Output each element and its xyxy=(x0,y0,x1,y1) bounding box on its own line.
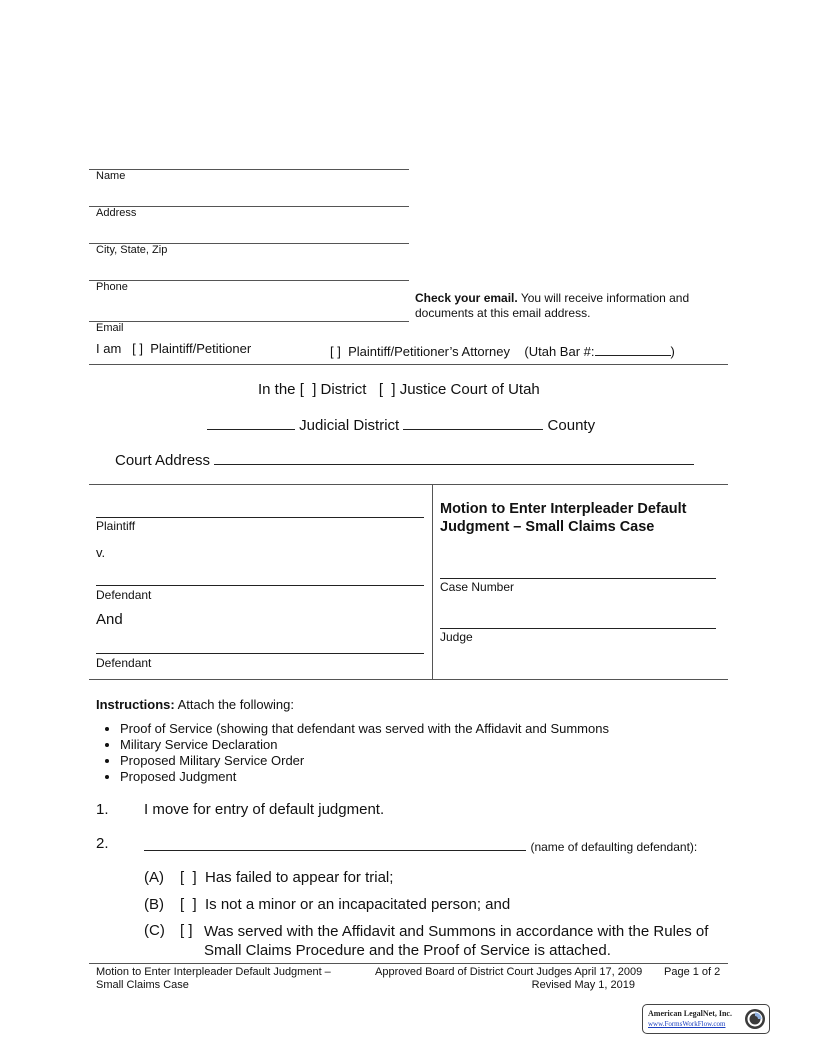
plaintiff-checkbox[interactable]: [ ] xyxy=(132,341,143,356)
caption-bottom-border xyxy=(89,679,728,680)
district-county-line xyxy=(207,415,595,434)
paragraph-2-line xyxy=(144,835,697,856)
email-note xyxy=(415,291,705,321)
defendant1-field[interactable] xyxy=(96,585,424,586)
item-a-text: [ ] Has failed to appear for trial; xyxy=(180,869,394,886)
logo-name: American LegalNet, Inc. xyxy=(648,1009,732,1018)
attorney-row xyxy=(330,341,675,359)
judge-label: Judge xyxy=(440,630,473,644)
county-field[interactable] xyxy=(403,415,543,430)
footer-approved: Approved Board of District Court Judges April 17, 2009 xyxy=(375,966,643,978)
email-note-text: You will receive information and documents at this email address. xyxy=(415,291,690,320)
globe-icon xyxy=(743,1007,767,1031)
email-line xyxy=(89,321,409,322)
americanlegalnet-logo[interactable] xyxy=(642,1004,770,1034)
district-field[interactable] xyxy=(207,415,295,430)
paragraph-1-number: 1. xyxy=(96,801,109,818)
item-c-text: Was served with the Affidavit and Summons in accordance with the Rules of Small Claims Procedure and the Proof of Service is attached. xyxy=(204,923,709,959)
attorney-option: Plaintiff/Petitioner’s Attorney xyxy=(348,344,510,359)
judge-field[interactable] xyxy=(440,628,716,629)
plaintiff-field[interactable] xyxy=(96,517,424,518)
city-label: City, State, Zip xyxy=(96,244,168,256)
instructions-label: Instructions: xyxy=(96,697,175,712)
plaintiff-option: Plaintiff/Petitioner xyxy=(150,341,252,356)
address-label: Address xyxy=(96,207,137,219)
instructions-list xyxy=(96,721,736,785)
court-type-line: In the [ ] District [ ] Justice Court of Utah xyxy=(258,381,540,398)
name-label: Name xyxy=(96,170,126,182)
divider-top xyxy=(89,364,728,365)
bar-number-label: (Utah Bar #: xyxy=(524,344,595,359)
defaulting-defendant-label: (name of defaulting defendant): xyxy=(530,840,698,854)
court-address-line xyxy=(115,450,694,469)
court-address-field[interactable] xyxy=(214,450,694,465)
instruction-item: • Proof of Service (showing that defendant was served with the Affidavit and Summons xyxy=(120,721,736,737)
instructions-text: Attach the following: xyxy=(174,697,294,712)
judicial-district-label: Judicial District xyxy=(299,417,400,434)
defendant1-label: Defendant xyxy=(96,588,152,602)
phone-line xyxy=(89,280,409,281)
defendant2-field[interactable] xyxy=(96,653,424,654)
footer-revised: Revised May 1, 2019 xyxy=(531,979,635,991)
motion-title: Motion to Enter Interpleader Default Judgment – Small Claims Case xyxy=(440,501,687,535)
defendant2-label: Defendant xyxy=(96,656,152,670)
caption-top-border xyxy=(89,484,728,485)
i-am-row xyxy=(96,341,251,356)
item-b-text: [ ] Is not a minor or an incapacitated person; and xyxy=(180,896,511,913)
phone-label: Phone xyxy=(96,281,128,293)
bar-number-close: ) xyxy=(670,344,675,359)
i-am-prefix: I am xyxy=(96,341,122,356)
email-note-bold: Check your email. xyxy=(415,291,518,305)
address-line xyxy=(89,206,409,207)
case-number-label: Case Number xyxy=(440,580,515,594)
court-address-label: Court Address xyxy=(115,452,211,469)
case-number-field[interactable] xyxy=(440,578,716,579)
footer-page-number: Page 1 of 2 xyxy=(664,966,721,978)
item-a-label: (A) xyxy=(144,869,164,886)
instructions-heading xyxy=(96,697,294,712)
defaulting-defendant-field[interactable] xyxy=(144,835,526,851)
versus-label: v. xyxy=(96,545,106,560)
instruction-item: • Proposed Judgment xyxy=(120,769,736,785)
instruction-item: • Proposed Military Service Order xyxy=(120,753,736,769)
attorney-checkbox[interactable]: [ ] xyxy=(330,344,341,359)
footer-form-title: Motion to Enter Interpleader Default Judgment – Small Claims Case xyxy=(96,966,331,991)
item-b-label: (B) xyxy=(144,896,164,913)
item-c-label: (C) xyxy=(144,922,165,939)
plaintiff-label: Plaintiff xyxy=(96,519,136,533)
footer-divider xyxy=(89,963,728,964)
bar-number-field[interactable] xyxy=(595,341,671,356)
paragraph-2-number: 2. xyxy=(96,835,109,852)
name-line xyxy=(89,169,409,170)
item-c-checkbox[interactable]: [ ] xyxy=(180,922,193,939)
email-label: Email xyxy=(96,322,124,334)
instruction-item: • Military Service Declaration xyxy=(120,737,736,753)
and-label: And xyxy=(96,611,123,628)
logo-url: www.FormsWorkFlow.com xyxy=(648,1020,726,1028)
county-label: County xyxy=(547,417,596,434)
caption-divider xyxy=(432,484,433,679)
paragraph-1-text: I move for entry of default judgment. xyxy=(144,801,385,818)
